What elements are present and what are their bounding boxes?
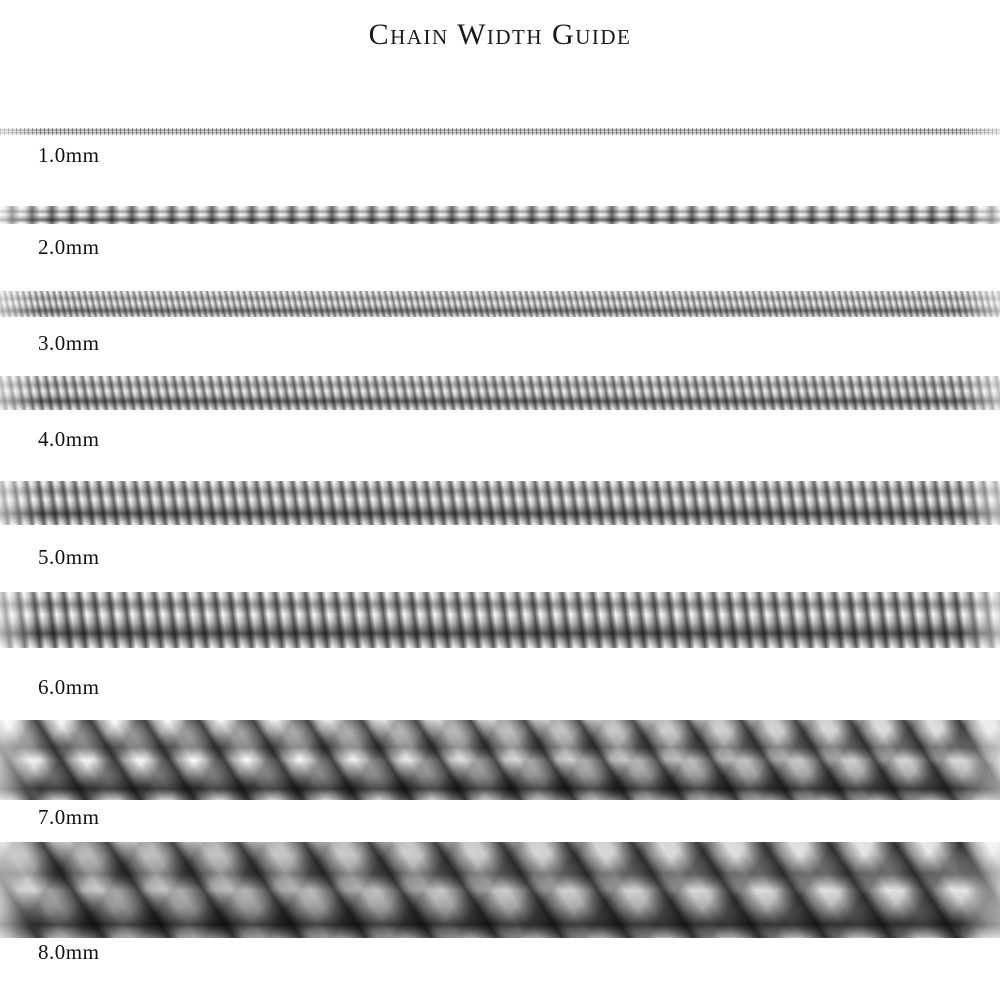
chain-image-6-0mm: [0, 592, 1000, 648]
chain-label-4-0mm: 4.0mm: [38, 427, 100, 451]
chain-label-6-0mm: 6.0mm: [38, 675, 100, 699]
chain-image-1-0mm: [0, 128, 1000, 135]
edge-fade: [0, 206, 1000, 224]
edge-fade: [0, 592, 1000, 648]
chain-label-2-0mm: 2.0mm: [38, 235, 100, 259]
chain-image-4-0mm: [0, 376, 1000, 410]
edge-fade: [0, 842, 1000, 938]
page-title: Chain Width Guide: [368, 18, 632, 51]
chain-image-2-0mm: [0, 206, 1000, 224]
edge-fade: [0, 128, 1000, 135]
chain-label-5-0mm: 5.0mm: [38, 545, 100, 569]
chain-image-3-0mm: [0, 291, 1000, 317]
edge-fade: [0, 481, 1000, 525]
chain-image-5-0mm: [0, 481, 1000, 525]
chain-label-8-0mm: 8.0mm: [38, 940, 100, 964]
chain-label-1-0mm: 1.0mm: [38, 143, 100, 167]
chain-image-7-0mm: [0, 720, 1000, 800]
edge-fade: [0, 376, 1000, 410]
chain-label-7-0mm: 7.0mm: [38, 805, 100, 829]
chain-image-8-0mm: [0, 842, 1000, 938]
chain-label-3-0mm: 3.0mm: [38, 331, 100, 355]
edge-fade: [0, 291, 1000, 317]
edge-fade: [0, 720, 1000, 800]
